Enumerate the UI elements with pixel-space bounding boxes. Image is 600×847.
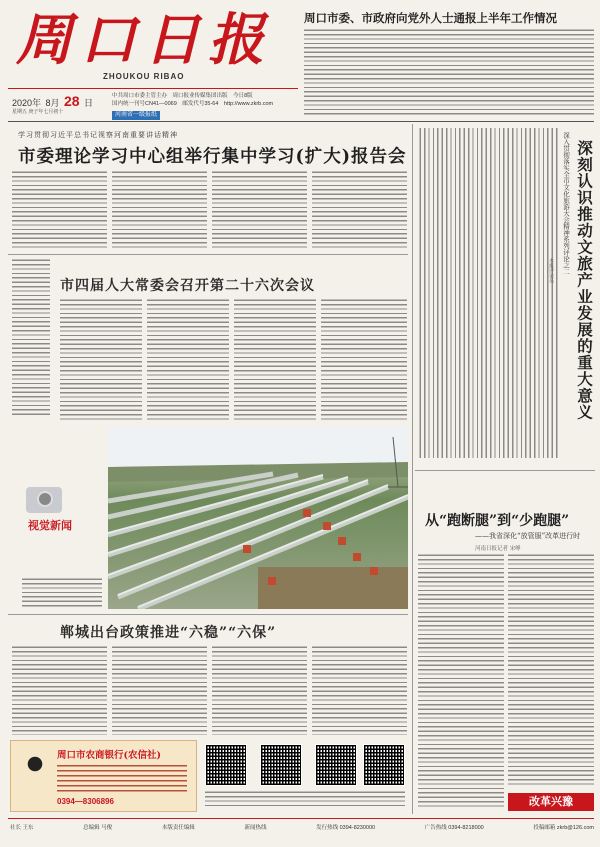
photo-section-label: 视觉新闻 <box>28 519 72 532</box>
commentary-headline: 深刻认识推动文旅产业发展的重大意义 <box>575 140 594 421</box>
main-story-col4 <box>312 170 407 250</box>
qr-code-1[interactable] <box>205 744 247 786</box>
cn-number: 国内统一刊号CN41—0069 <box>112 101 177 107</box>
story2-lead <box>12 258 50 418</box>
divider-right <box>415 470 595 471</box>
ad-bird-icon <box>17 749 53 779</box>
masthead-rule <box>8 88 298 89</box>
main-kicker: 学习贯彻习近平总书记视察河南重要讲话精神 <box>18 131 178 139</box>
commentary-subhead: 深入贯彻落实全市文化旅游大会精神系列评论之二 <box>562 132 570 275</box>
story2-col2 <box>147 298 229 420</box>
story2-col4 <box>321 298 407 420</box>
sponsor: 中共周口市委主管主办 <box>112 93 168 99</box>
divider-3 <box>8 614 408 615</box>
qr-code-3[interactable] <box>315 744 357 786</box>
story2-col3 <box>234 298 316 420</box>
story3-col4 <box>312 645 407 735</box>
story4-col2 <box>508 553 594 788</box>
masthead-weekday-line <box>12 108 63 115</box>
main-story-col2 <box>112 170 207 250</box>
tagline-badge: 改革兴豫 <box>508 793 594 811</box>
photo-caption-text <box>22 577 102 607</box>
footer-item: 新闻热线 <box>244 825 267 831</box>
ad-phone: 0394—8306896 <box>57 797 114 806</box>
bank-ad <box>10 740 197 812</box>
story4-headline: 从“跑断腿”到“少跑腿” <box>425 513 570 529</box>
date-suffix: 日 <box>83 98 93 108</box>
main-headline: 市委理论学习中心组举行集中学习(扩大)报告会 <box>18 147 407 167</box>
qr-code-2[interactable] <box>260 744 302 786</box>
ad-bank-name: 周口市农商银行 <box>57 750 124 761</box>
story3-headline: 郸城出台政策推进“六稳”“六保” <box>60 625 277 641</box>
footer-item: 社长 王东 <box>10 825 34 831</box>
newspaper-pinyin: ZHOUKOU RIBAO <box>103 72 185 81</box>
commentary-byline: 本报评论员 <box>548 258 554 283</box>
lunar-date: 庚子年七月初十 <box>28 109 64 115</box>
footer-item: 总编辑 马俊 <box>83 825 113 831</box>
website: http://www.zkrb.com <box>223 101 274 107</box>
right-column-border <box>412 124 413 814</box>
story3-col1 <box>12 645 107 735</box>
story4-subhead: ——我省深化“放管服”改革进行时 <box>475 532 581 540</box>
photo-caption-box <box>12 427 104 609</box>
news-photo <box>108 427 408 609</box>
camera-lens-icon <box>37 491 53 507</box>
newspaper-title: 周口日报 <box>16 8 272 73</box>
publisher: 周口报业传媒集团出版 <box>172 93 228 99</box>
qr-code-4[interactable] <box>363 744 405 786</box>
ad-body-text <box>57 763 187 793</box>
footer-item: 本版责任编辑 <box>161 825 195 831</box>
footer-item: 发行热线 0394-8230000 <box>316 825 376 831</box>
story4-col1 <box>418 553 504 808</box>
story2-col1 <box>60 298 142 420</box>
story3-col3 <box>212 645 307 735</box>
main-story-col1 <box>12 170 107 250</box>
footer-item: 投稿邮箱 zkrb@126.com <box>533 825 594 831</box>
qr-labels <box>205 790 405 808</box>
page-count: 今日8版 <box>233 93 253 99</box>
divider-2 <box>8 254 408 255</box>
ad-title <box>57 747 161 761</box>
top-headline: 周口市委、市政府向党外人士通报上半年工作情况 <box>304 11 557 25</box>
greenhouse-field-scene <box>108 427 408 609</box>
footer-item: 广告热线 0394-8218000 <box>424 825 484 831</box>
story4-byline: 河南日报记者 宋峥 <box>475 546 521 552</box>
masthead-info <box>112 92 298 108</box>
date-month: 8月 <box>45 98 60 108</box>
footer-rule <box>8 818 594 819</box>
footer-bar <box>10 822 594 834</box>
main-story-col3 <box>212 170 307 250</box>
date-year: 2020年 <box>12 98 42 108</box>
ad-bank-suffix: (农信社) <box>123 750 162 761</box>
story2-headline: 市四届人大常委会召开第二十六次会议 <box>60 278 315 294</box>
top-story-text <box>304 28 594 116</box>
date-day: 28 <box>63 93 80 109</box>
weekday: 星期五 <box>12 109 28 115</box>
story3-col2 <box>112 645 207 735</box>
postal-code: 邮发代号35-64 <box>182 101 219 107</box>
tag-badge: 河南省一级报纸 <box>112 111 160 120</box>
divider-top <box>8 121 594 122</box>
commentary-text <box>418 128 558 458</box>
